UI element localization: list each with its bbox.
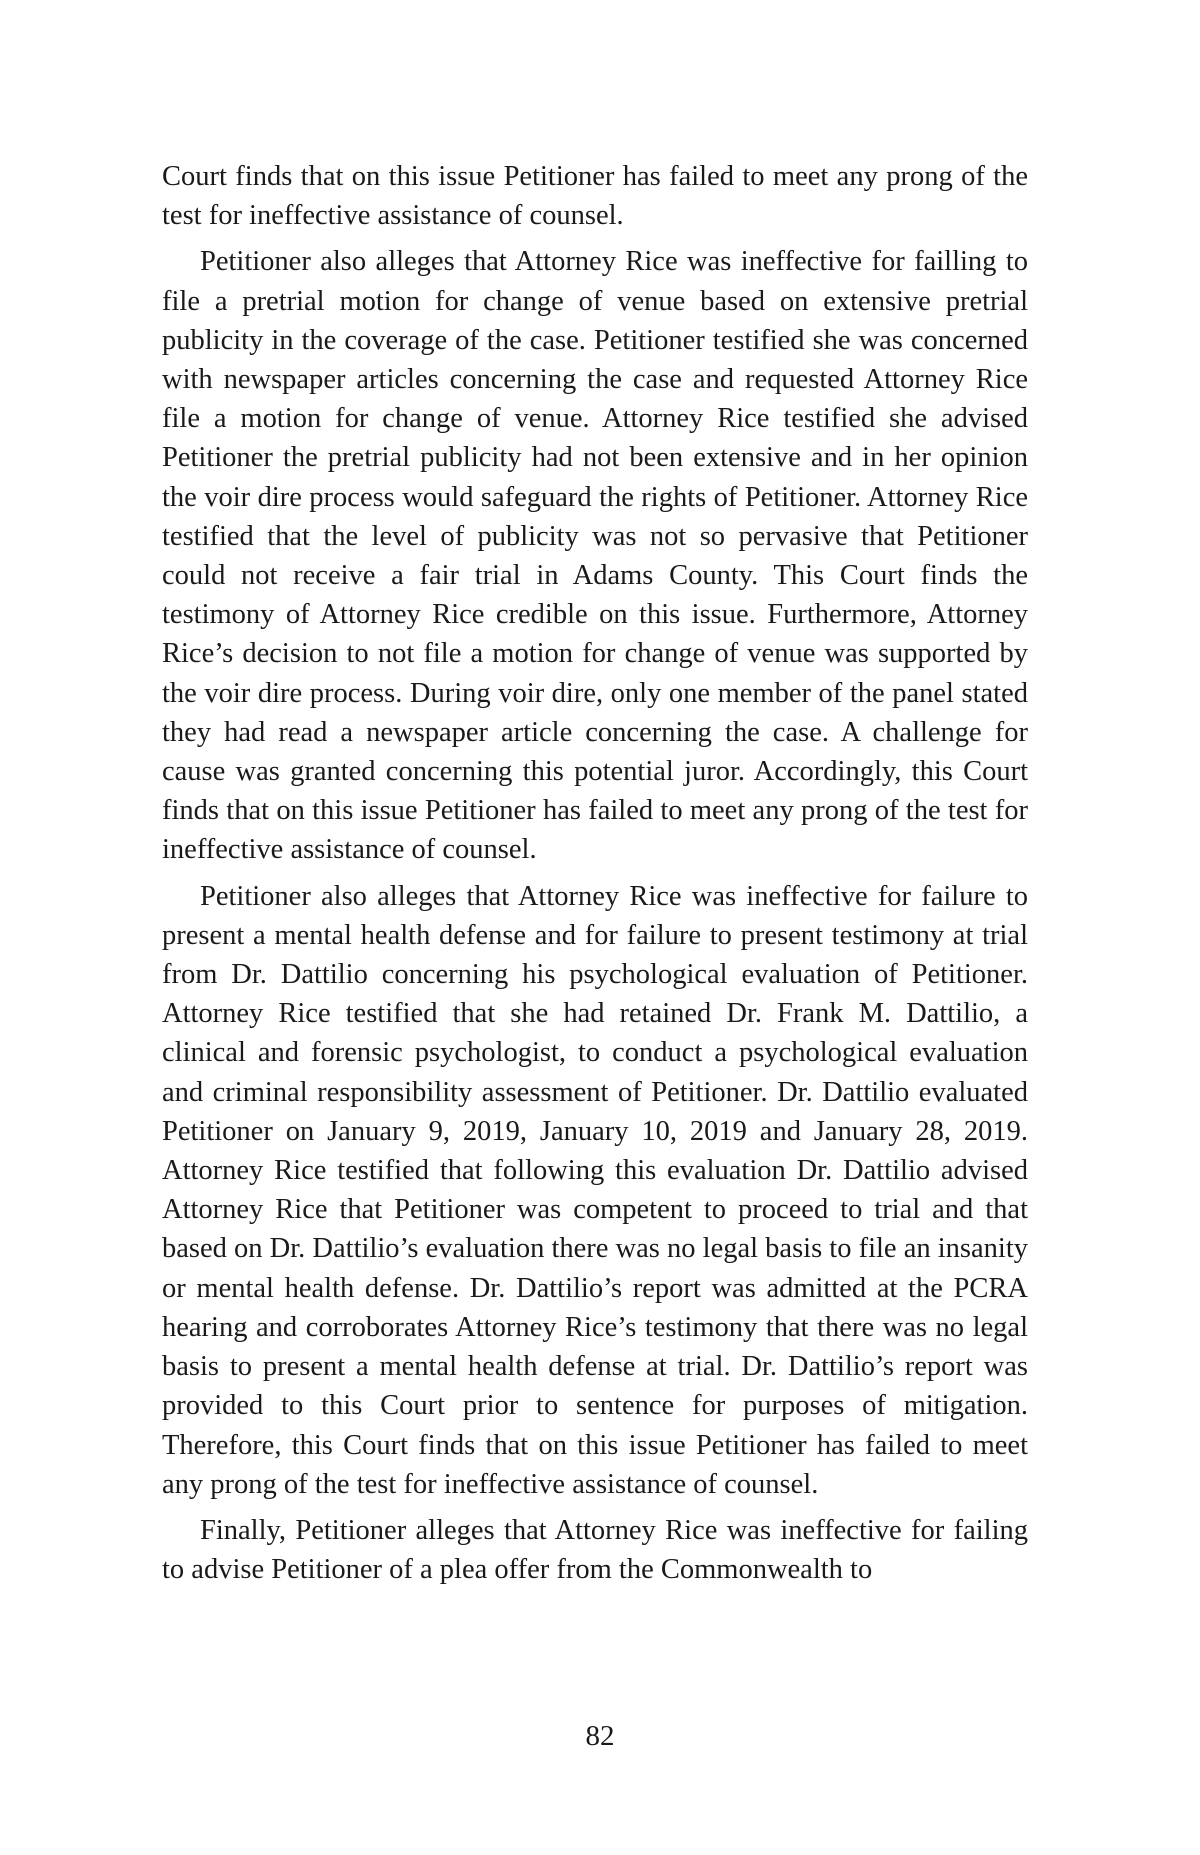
page-number: 82	[585, 1720, 615, 1752]
paragraph-change-of-venue: Petitioner also alleges that Attorney Rice was ineffective for failling to file a pretrial motion for change of venue based on extensive pretrial publicity in the coverage of the case. Petitioner testified she was concerned with newspaper articles concerning the case and requested Attorney Rice file a motion for change of venue. Attorney Rice testified she advised Petitioner the pretrial publicity had not been extensive and in her opinion the voir dire process would safeguard the rights of Petitioner. Attorney Rice testified that the level of publicity was not so pervasive that Petitioner could not receive a fair trial in Adams County. This Court finds the testimony of Attorney Rice credible on this issue. Furthermore, Attorney Rice’s decision to not file a motion for change of venue was supported by the voir dire process. During voir dire, only one member of the panel stated they had read a newspaper article concerning the case. A challenge for cause was granted concerning this potential juror. Accordingly, this Court finds that on this issue Petitioner has failed to meet any prong of the test for ineffective assistance of counsel.	[162, 246, 1028, 866]
paragraph-plea-offer: Finally, Petitioner alleges that Attorney Rice was ineffective for failing to advise Petitioner of a plea offer from the Commonwealth to	[162, 1514, 1028, 1586]
body-text	[162, 157, 1028, 1596]
paragraph-mental-health-defense: Petitioner also alleges that Attorney Rice was ineffective for failure to present a mental health defense and for failure to present testimony at trial from Dr. Dattilio concerning his psychological evaluation of Petitioner. Attorney Rice testified that she had retained Dr. Frank M. Dattilio, a clinical and forensic psychologist, to conduct a psychological evaluation and criminal responsibility assessment of Petitioner. Dr. Dattilio evaluated Petitioner on January 9, 2019, January 10, 2019 and January 28, 2019. Attorney Rice testified that following this evaluation Dr. Dattilio advised Attorney Rice that Petitioner was competent to proceed to trial and that based on Dr. Dattilio’s evaluation there was no legal basis to file an insanity or mental health defense. Dr. Dattilio’s report was admitted at the PCRA hearing and corroborates Attorney Rice’s testimony that there was no legal basis to present a mental health defense at trial. Dr. Dattilio’s report was provided to this Court prior to sentence for purposes of mitigation. Therefore, this Court finds that on this issue Petitioner has failed to meet any prong of the test for ineffective assistance of counsel.	[162, 880, 1028, 1500]
paragraph-continuation: Court finds that on this issue Petitioner has failed to meet any prong of the test for ineffective assistance of counsel.	[162, 161, 1028, 232]
